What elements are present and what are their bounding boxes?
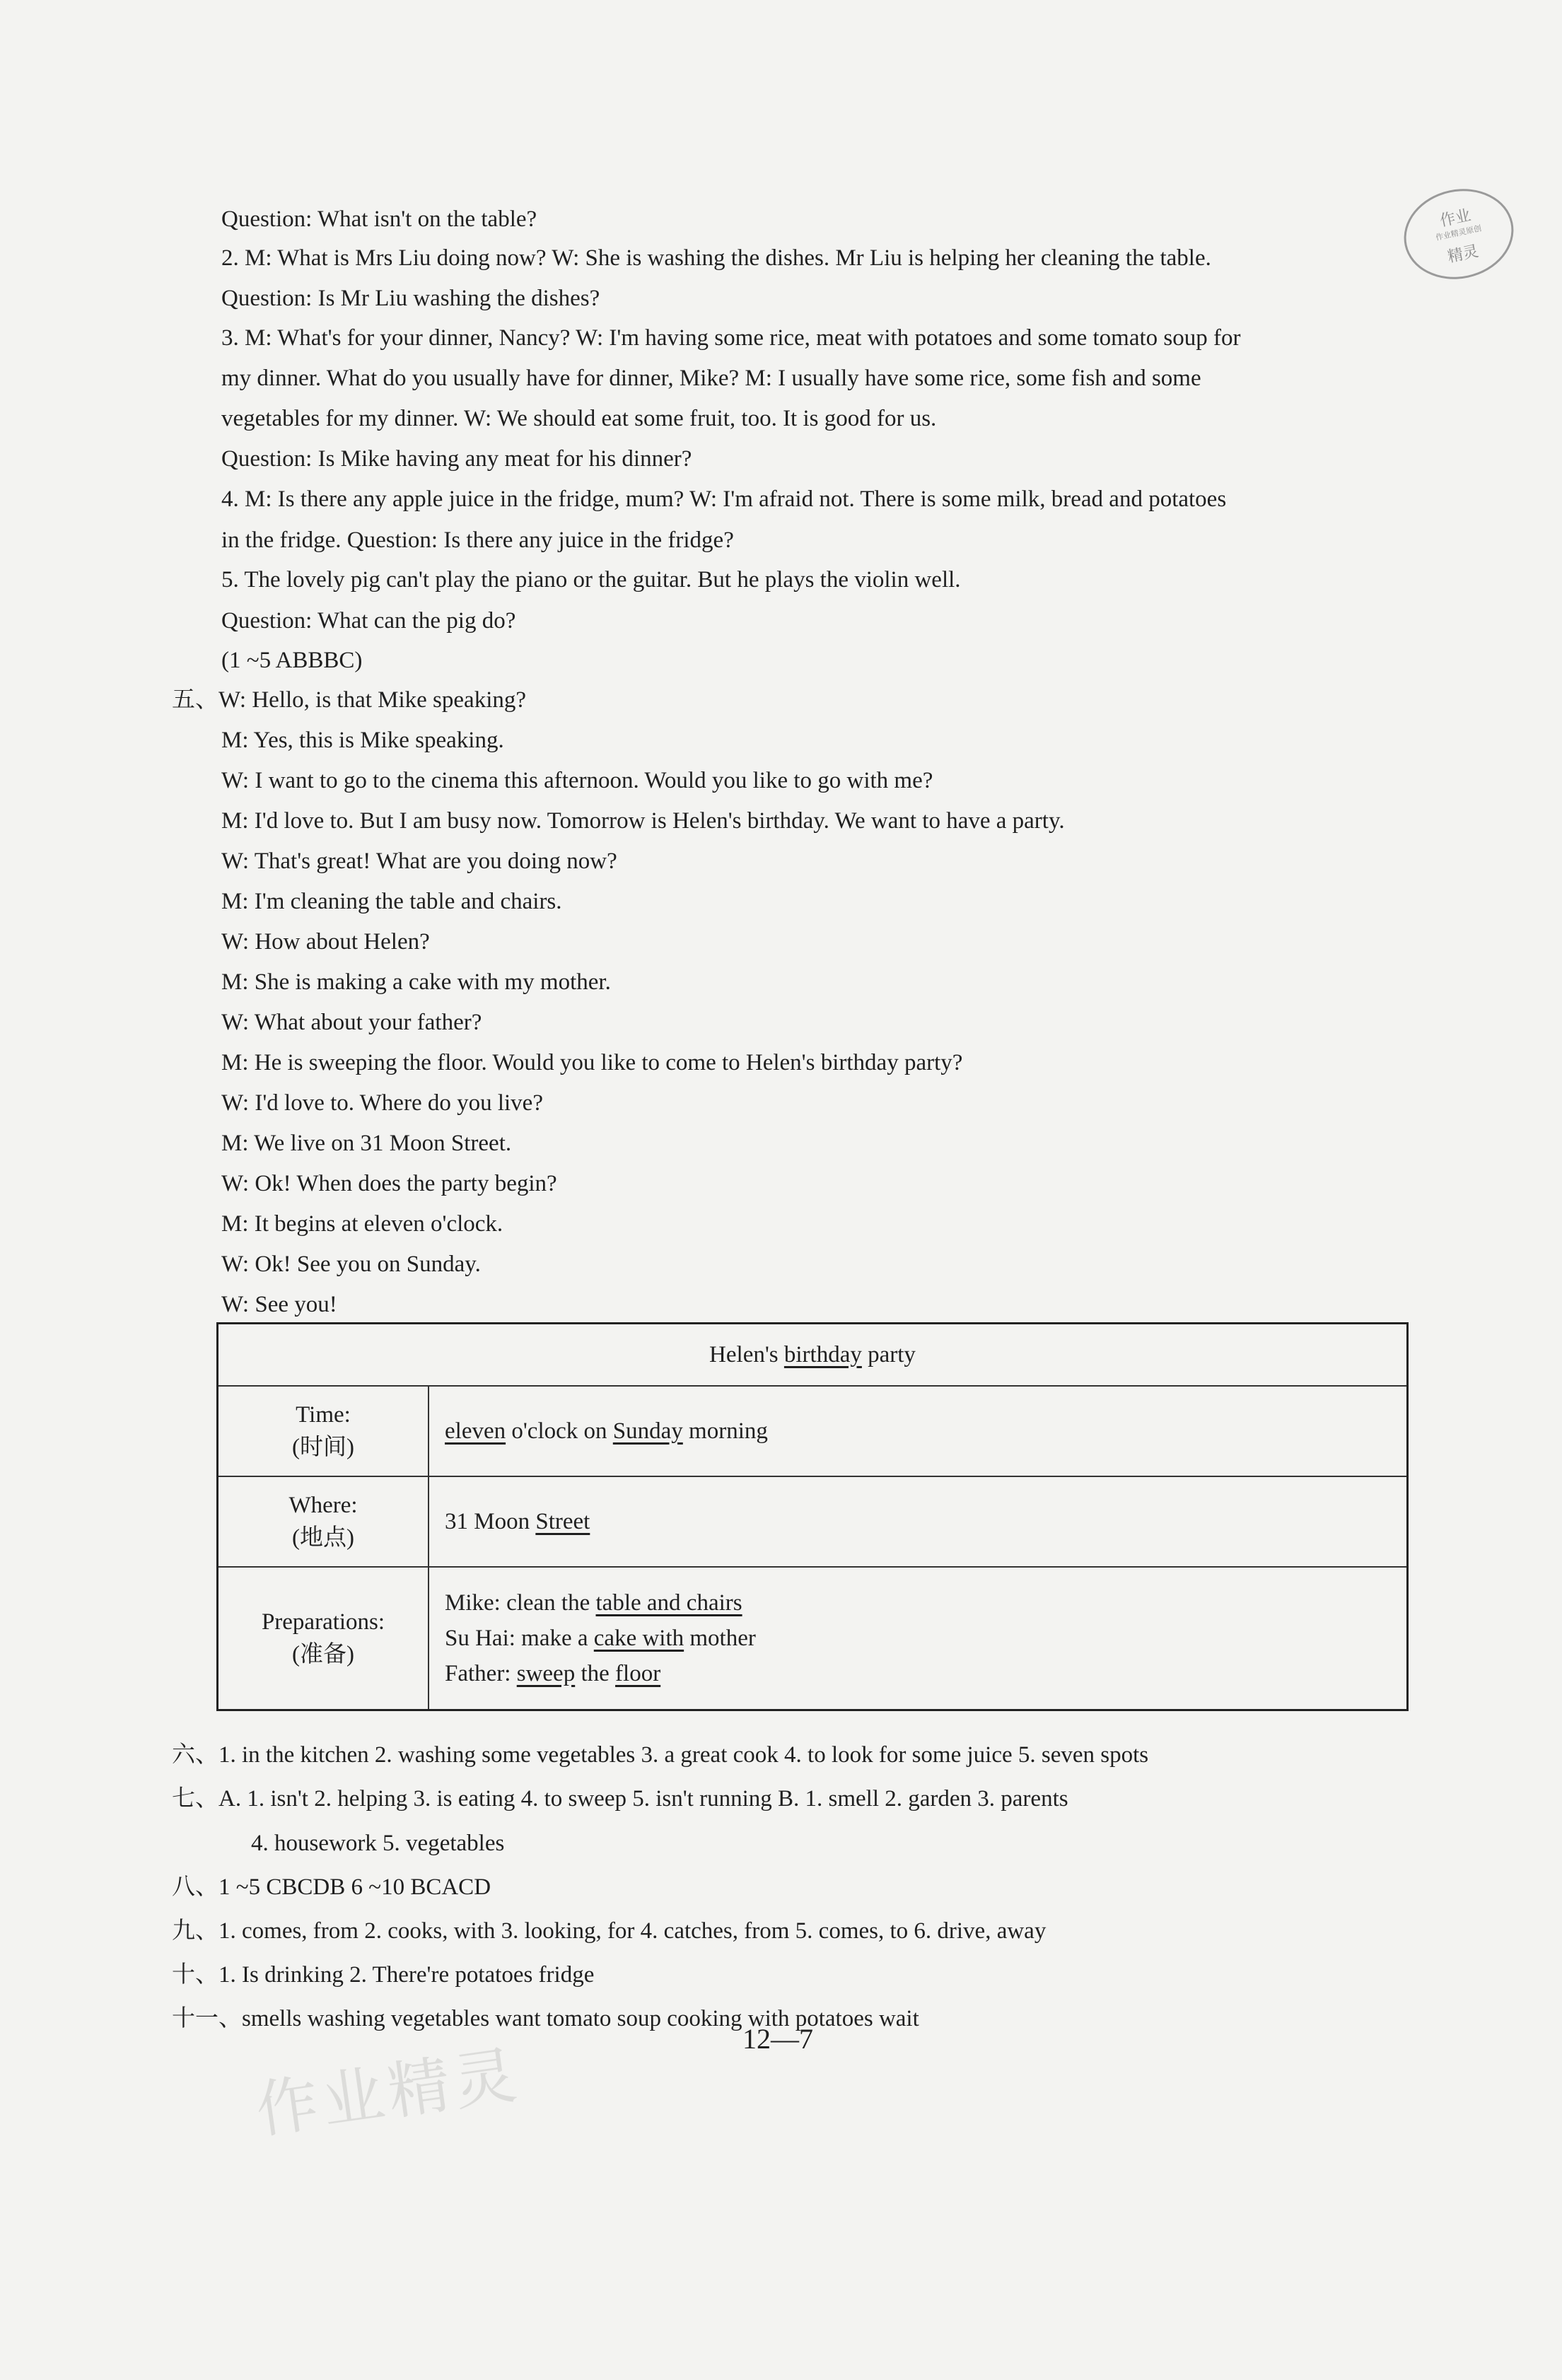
answer-section-6: 六、1. in the kitchen 2. washing some vegetables 3. a great cook 4. to look for some juice 5. seven spots	[172, 1742, 1149, 1768]
stamp-middle: 作业精灵原创	[1435, 223, 1483, 243]
table-row	[218, 1476, 1408, 1567]
dialogue-line: M: Yes, this is Mike speaking.	[221, 728, 504, 753]
text-line: in the fridge. Question: Is there any juice in the fridge?	[221, 527, 734, 553]
text-line: Question: What can the pig do?	[221, 608, 516, 634]
text-line: vegetables for my dinner. W: We should eat some fruit, too. It is good for us.	[221, 406, 937, 431]
answer-underline: floor	[615, 1661, 661, 1686]
text-line: 5. The lovely pig can't play the piano or the guitar. But he plays the violin well.	[221, 567, 961, 593]
table-row	[218, 1386, 1408, 1476]
answer-underline: eleven	[445, 1418, 506, 1444]
answer-underline: sweep	[516, 1661, 576, 1686]
page-number: 12—7	[742, 2023, 813, 2055]
dialogue-line: W: How about Helen?	[221, 929, 430, 955]
answer-section-8: 八、1 ~5 CBCDB 6 ~10 BCACD	[172, 1874, 491, 1900]
dialogue-line: W: Ok! When does the party begin?	[221, 1171, 557, 1196]
text-line: 2. M: What is Mrs Liu doing now? W: She is washing the dishes. Mr Liu is helping her cleaning the table.	[221, 245, 1211, 271]
stamp-top: 作业	[1438, 206, 1473, 231]
stamp-bottom: 精灵	[1446, 243, 1481, 267]
dialogue-line: M: It begins at eleven o'clock.	[221, 1211, 503, 1237]
dialogue-line: M: I'd love to. But I am busy now. Tomorrow is Helen's birthday. We want to have a party.	[221, 808, 1065, 834]
prep-line: Father: sweep the floor	[445, 1661, 661, 1686]
answer-section-9: 九、1. comes, from 2. cooks, with 3. looking, for 4. catches, from 5. comes, to 6. drive, away	[172, 1918, 1047, 1944]
dialogue-line: W: Ok! See you on Sunday.	[221, 1252, 481, 1277]
answer-underline: table and chairs	[595, 1590, 742, 1616]
text-line: Question: Is Mike having any meat for his dinner?	[221, 446, 692, 472]
text-line: my dinner. What do you usually have for dinner, Mike? M: I usually have some rice, some fish and some	[221, 366, 1201, 391]
answer-underline: cake with	[593, 1626, 684, 1651]
preparations-label: Preparations: (准备)	[218, 1567, 429, 1710]
dialogue-line: W: What about your father?	[221, 1010, 482, 1035]
answer-underline: Street	[535, 1509, 590, 1534]
dialogue-line: M: We live on 31 Moon Street.	[221, 1131, 512, 1156]
table-header-row	[218, 1324, 1408, 1387]
dialogue-line: M: I'm cleaning the table and chairs.	[221, 889, 562, 914]
prep-line: Mike: clean the table and chairs	[445, 1590, 742, 1616]
prep-line: Su Hai: make a cake with mother	[445, 1626, 756, 1651]
text-line: Question: Is Mr Liu washing the dishes?	[221, 286, 600, 311]
answer-underline: birthday	[783, 1341, 862, 1367]
text-line: Question: What isn't on the table?	[221, 206, 537, 232]
time-label: Time: (时间)	[218, 1386, 429, 1476]
birthday-party-table	[216, 1322, 1409, 1711]
stamp-seal	[1396, 179, 1522, 289]
answer-section-7-cont: 4. housework 5. vegetables	[251, 1831, 505, 1856]
where-label: Where: (地点)	[218, 1476, 429, 1567]
dialogue-line: W: That's great! What are you doing now?	[221, 848, 617, 874]
table-row	[218, 1567, 1408, 1710]
time-value: eleven o'clock on Sunday morning	[429, 1386, 1408, 1476]
dialogue-line: M: He is sweeping the floor. Would you like to come to Helen's birthday party?	[221, 1050, 963, 1075]
dialogue-line: W: See you!	[221, 1292, 337, 1317]
answer-section-11: 十一、smells washing vegetables want tomato soup cooking with potatoes wait	[172, 2006, 919, 2031]
dialogue-line: W: I want to go to the cinema this afternoon. Would you like to go with me?	[221, 768, 933, 793]
table-title: Helen's birthday party	[218, 1324, 1408, 1387]
text-line: (1 ~5 ABBBC)	[221, 648, 363, 673]
text-line: 3. M: What's for your dinner, Nancy? W: I'm having some rice, meat with potatoes and some tomato soup for	[221, 325, 1241, 351]
watermark: 作业精灵	[251, 2038, 525, 2147]
section-5-heading: 五、W: Hello, is that Mike speaking?	[172, 687, 527, 713]
dialogue-line: M: She is making a cake with my mother.	[221, 969, 611, 995]
answer-underline: Sunday	[612, 1418, 683, 1444]
answer-section-7: 七、A. 1. isn't 2. helping 3. is eating 4. to sweep 5. isn't running B. 1. smell 2. garden 3. parents	[172, 1786, 1068, 1812]
where-value: 31 Moon Street	[429, 1476, 1408, 1567]
dialogue-line: W: I'd love to. Where do you live?	[221, 1090, 543, 1116]
text-line: 4. M: Is there any apple juice in the fridge, mum? W: I'm afraid not. There is some milk, bread and potatoes	[221, 486, 1227, 512]
answer-section-10: 十、1. Is drinking 2. There're potatoes fridge	[172, 1962, 595, 1988]
preparations-value	[429, 1567, 1408, 1710]
